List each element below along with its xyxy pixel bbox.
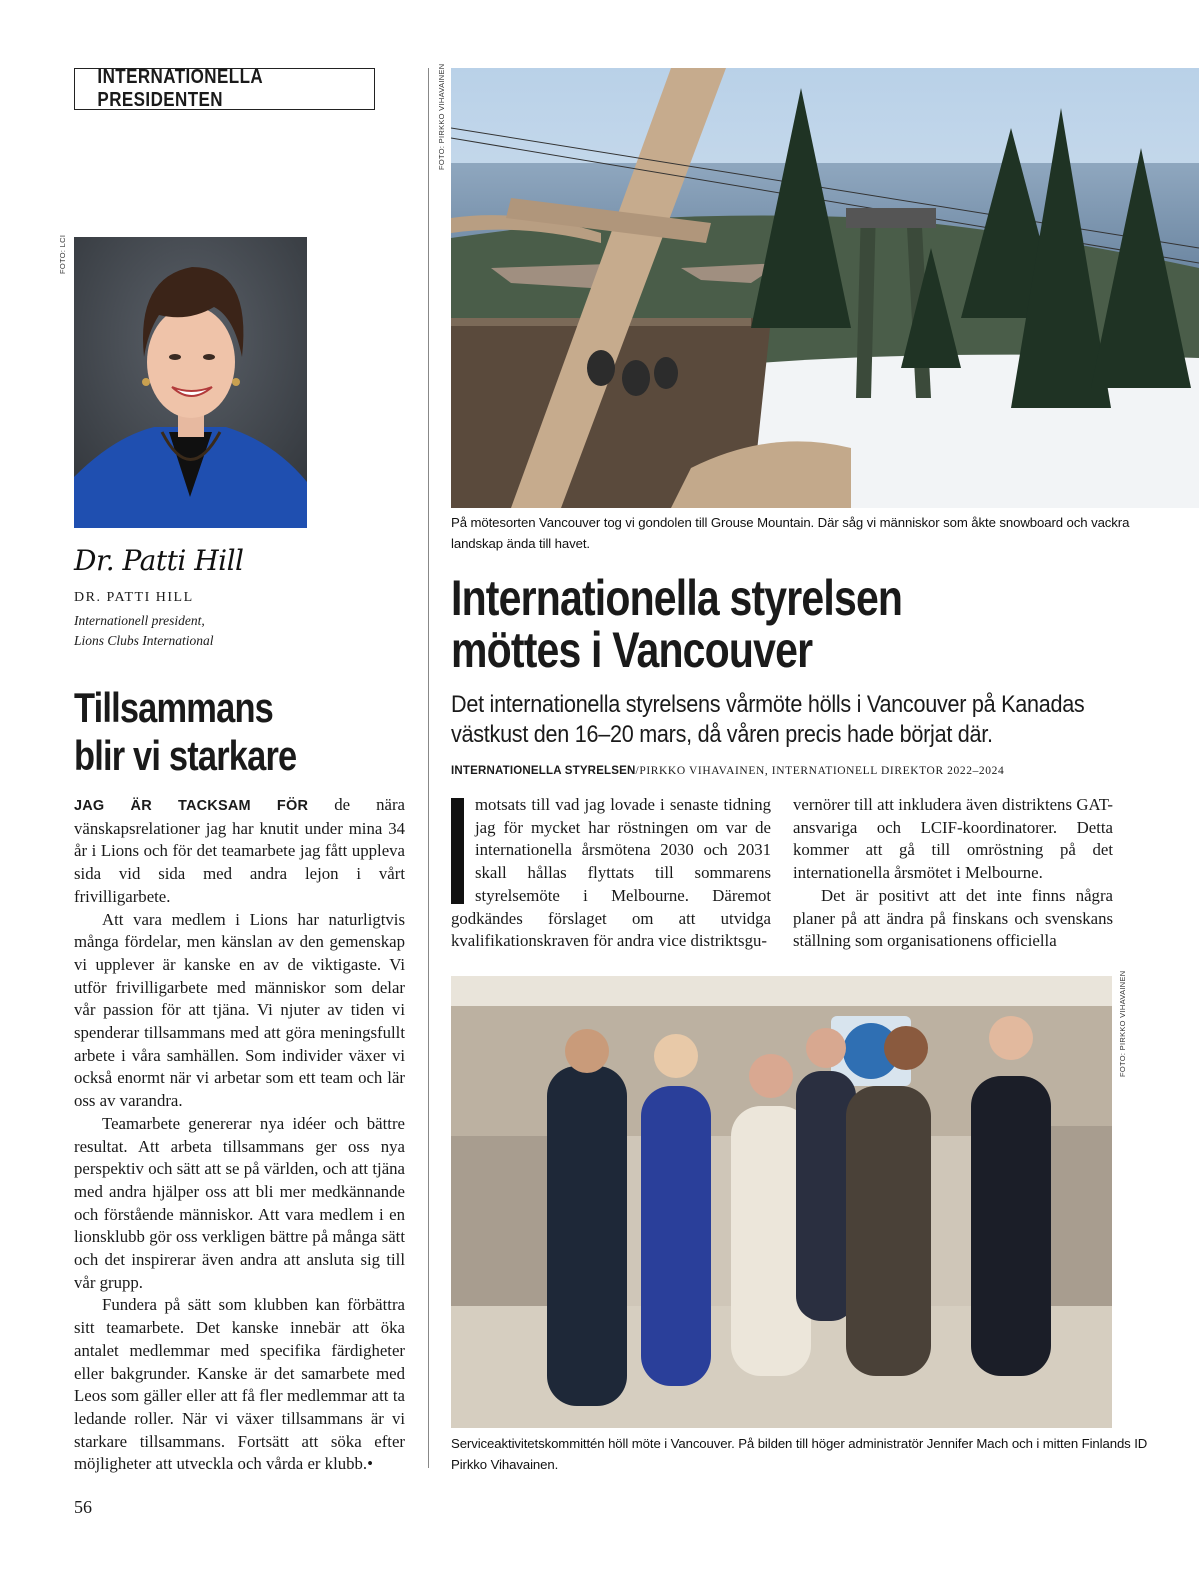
portrait-photo (74, 237, 307, 528)
left-headline-line: blir vi starkare (74, 732, 297, 779)
paragraph: Fundera på sätt som klubben kan förbättra sitt teamarbete. Det kanske innebär att öka antalet medlemmar med specifika färdigheter eller bakgrunder. Kanske är det samarbete med Leos som gäller eller att få fler medlemmar att ta ledande roller. När vi växer tillsammans är vi starkare tillsammans. Fortsätt att söka efter möjligheter att utveckla och vårda er klubb.• (74, 1295, 405, 1474)
right-column-1 (451, 794, 771, 953)
paragraph (451, 794, 771, 953)
byline (451, 765, 1004, 777)
column-divider (428, 68, 429, 1468)
author-name: DR. PATTI HILL (74, 590, 194, 605)
top-photo-credit: FOTO: PIRKKO VIHAVAINEN (437, 63, 446, 170)
left-article-body (74, 794, 405, 1476)
byline-author: /PIRKKO VIHAVAINEN, INTERNATIONELL DIREKTOR 2022–2024 (635, 765, 1005, 777)
top-photo-caption: På mötesorten Vancouver tog vi gondolen till Grouse Mountain. Där såg vi människor som åkte snowboard och vackra landskap ända till havet. (451, 515, 1130, 551)
right-headline-line: Internationella styrelsen (451, 570, 903, 626)
paragraph: Det är positivt att det inte finns några planer på att ändra på finskans och svenskans ställning som organisationens officiella (793, 885, 1113, 951)
paragraph (74, 794, 405, 909)
byline-tag: INTERNATIONELLA STYRELSEN (451, 765, 636, 777)
right-headline-line: möttes i Vancouver (451, 622, 813, 678)
committee-group-photo (451, 976, 1112, 1428)
right-headline (451, 572, 1107, 676)
portrait-photo-credit: FOTO: LCI (58, 234, 67, 274)
paragraph: vernörer till att inkludera även distriktens GAT-ansvariga och LCIF-koordinatorer. Detta kommer att gå till omröstning på det internationella årsmötet i Melbourne. (793, 795, 1113, 883)
author-role (74, 611, 214, 651)
bottom-photo-caption: Serviceaktivitetskommittén höll möte i Vancouver. På bilden till höger administratör Jennifer Mach och i mitten Finlands ID Pirkko Vihavainen. (451, 1436, 1148, 1472)
left-headline (74, 684, 353, 780)
author-role-line: Internationell president, (74, 613, 205, 628)
author-signature: Dr. Patti Hill (74, 544, 244, 577)
section-label-text: INTERNATIONELLA PRESIDENTEN (97, 66, 263, 111)
author-organization: Lions Clubs International (74, 633, 214, 648)
lead-in: JAG ÄR TACKSAM FÖR (74, 798, 309, 814)
paragraph-text: motsats till vad jag lovade i senaste tidning jag för mycket har röstningen om var de internationella årsmötena 2030 och 2031 skall hållas flyttats till sommarens styrelsemöte i Melbourne. Däremot godkändes förslaget om att utvidga kvalifikationskraven för andra vice distriktsgu- (451, 795, 771, 951)
paragraph: Teamarbete genererar nya idéer och bättre resultat. Att arbeta tillsammans ger oss nya perspektiv och sätt att se på världen, och att tjäna med andra hjälper oss att bli mer medkännande och förstående människor. Att vara medlem i en lionsklubb gör oss verkligen bättre på många sätt och det inspirerar även andra att ansluta sig till vår grupp. (74, 1113, 405, 1292)
section-label (74, 68, 375, 110)
bottom-photo-credit: FOTO: PIRKKO VIHAVAINEN (1118, 970, 1127, 1077)
paragraph-text: de nära vänskapsrelationer jag har knutit under mina 34 år i Lions och för det teamarbete jag fått uppleva sida vid sida med andra lejon i vårt frivilligarbete. (74, 795, 405, 906)
grouse-mountain-photo (451, 68, 1199, 508)
right-column-2 (793, 794, 1113, 953)
left-headline-line: Tillsammans (74, 684, 274, 731)
page-number: 56 (74, 1497, 92, 1517)
article-deck: Det internationella styrelsens vårmöte hölls i Vancouver på Kanadas västkust den 16–20 mars, då våren precis hade börjat där. (451, 691, 1085, 748)
drop-cap-spacer (451, 794, 475, 894)
paragraph: Att vara medlem i Lions har naturligtvis många fördelar, men känslan av den gemenskap vi upplever är kanske en av de viktigaste. Vi utför frivilligarbete med människor som delar vår passion för att tjäna. Vi njuter av tiden vi spenderar tillsammans med att göra meningsfullt arbete i våra samhällen. Som individer växer vi också enormt när vi arbetar som ett team och lär oss av varandra. (74, 909, 405, 1111)
